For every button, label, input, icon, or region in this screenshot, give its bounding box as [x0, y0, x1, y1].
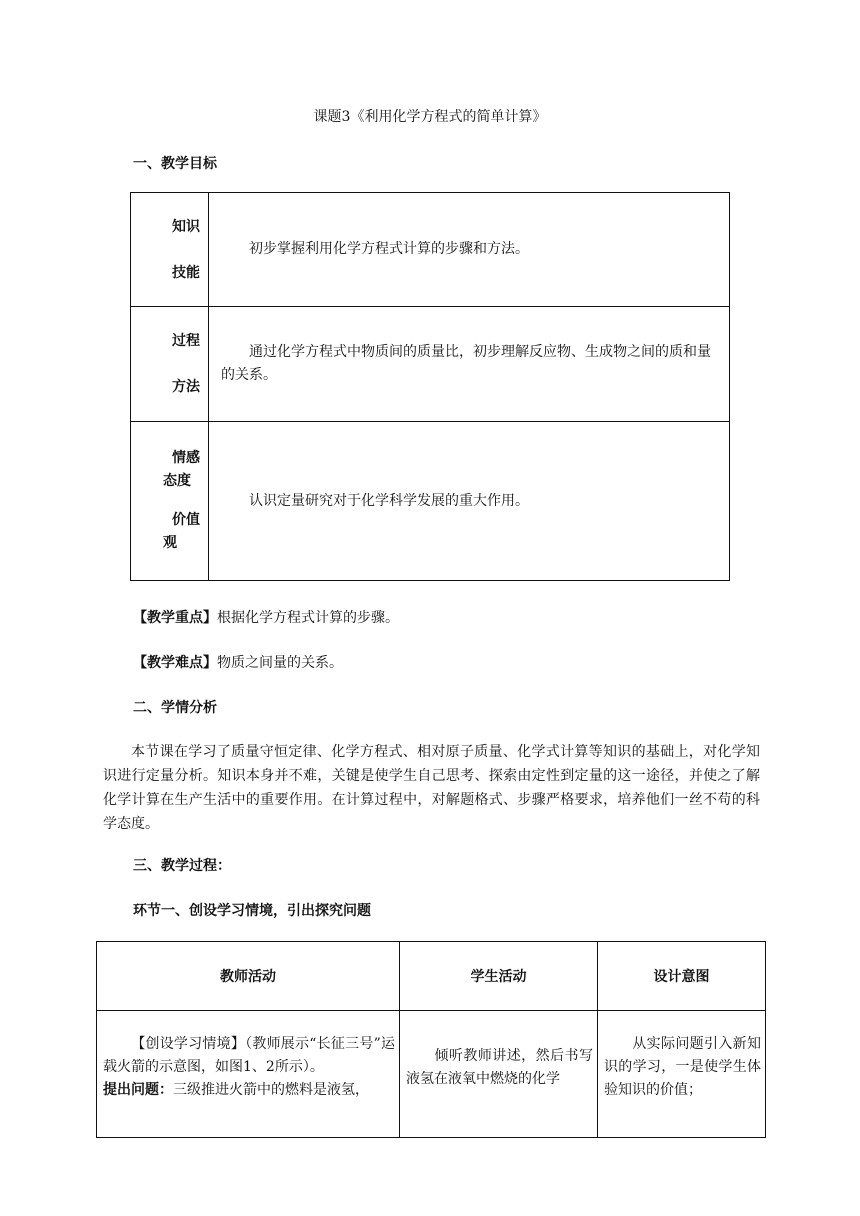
analysis-paragraph: 本节课在学习了质量守恒定律、化学方程式、相对原子质量、化学式计算等知识的基础上，对化学知识进行定量分析。知识本身并不难，关键是使学生自己思考、探索由定性到定量的这一途径，并使之了解化学计算在生产生活中的重要作用。在计算过程中，对解题格式、步骤严格要求，培养他们一丝不苟的科学态度。 — [103, 744, 760, 832]
key-point-tag: 【教学重点】 — [133, 610, 217, 626]
section-heading-goals: 一、教学目标 — [133, 156, 217, 172]
student-text: 倾听教师讲述，然后书写液氢在液氧中燃烧的化学 — [406, 1048, 593, 1087]
section-heading-process: 三、教学过程： — [133, 858, 231, 874]
teacher-question-text: 三级推进火箭中的燃料是液氢， — [173, 1082, 369, 1098]
header-intent: 设计意图 — [598, 942, 766, 1011]
goals-label: 技能 — [172, 264, 200, 281]
goals-row — [131, 193, 730, 307]
table-header-row — [97, 942, 766, 1011]
key-point-text: 根据化学方程式计算的步骤。 — [217, 610, 399, 626]
goals-label: 知识 — [172, 218, 200, 235]
goals-text-cell — [209, 307, 730, 422]
goals-row — [131, 422, 730, 581]
goals-row — [131, 307, 730, 422]
key-point — [133, 607, 399, 627]
section-heading-analysis: 二、学情分析 — [133, 700, 217, 716]
difficulty-text: 物质之间量的关系。 — [217, 655, 343, 671]
step-heading: 环节一、创设学习情境，引出探究问题 — [133, 903, 371, 919]
teacher-question-tag: 提出问题： — [103, 1082, 173, 1098]
process-table — [96, 941, 766, 1138]
goals-label: 情感 — [172, 450, 200, 466]
goals-label: 过程 — [172, 333, 200, 349]
intent-text: 从实际问题引入新知识的学习，一是使学生体验知识的价值； — [604, 1036, 761, 1098]
difficulty-tag: 【教学难点】 — [133, 655, 217, 671]
teacher-text: （教师展示“长征三号”运载火箭的示意图，如图1、2所示）。 — [103, 1036, 395, 1075]
goals-label: 态度 — [163, 473, 191, 489]
table-row — [97, 1011, 766, 1138]
goals-text: 认识定量研究对于化学科学发展的重大作用。 — [249, 492, 529, 509]
difficulty — [133, 652, 343, 672]
teacher-tag: 【创设学习情境】 — [131, 1036, 246, 1052]
goals-text: 初步掌握利用化学方程式计算的步骤和方法。 — [249, 241, 529, 257]
goals-text-cell — [209, 193, 730, 307]
goals-table — [130, 192, 730, 581]
goals-label: 观 — [163, 535, 177, 551]
teacher-activity-cell — [97, 1011, 400, 1138]
header-student: 学生活动 — [400, 942, 598, 1011]
goals-text: 通过化学方程式中物质间的质量比，初步理解反应物、生成物之间的质和量的关系。 — [221, 344, 711, 383]
goals-label-cell — [131, 422, 209, 581]
goals-label: 方法 — [172, 379, 200, 395]
goals-label-cell — [131, 193, 209, 307]
header-teacher: 教师活动 — [97, 942, 400, 1011]
goals-label: 价值 — [172, 512, 200, 528]
student-activity-cell — [400, 1011, 598, 1138]
intent-cell — [598, 1011, 766, 1138]
page-title: 课题3《利用化学方程式的简单计算》 — [313, 109, 547, 125]
goals-text-cell — [209, 422, 730, 581]
goals-label-cell — [131, 307, 209, 422]
